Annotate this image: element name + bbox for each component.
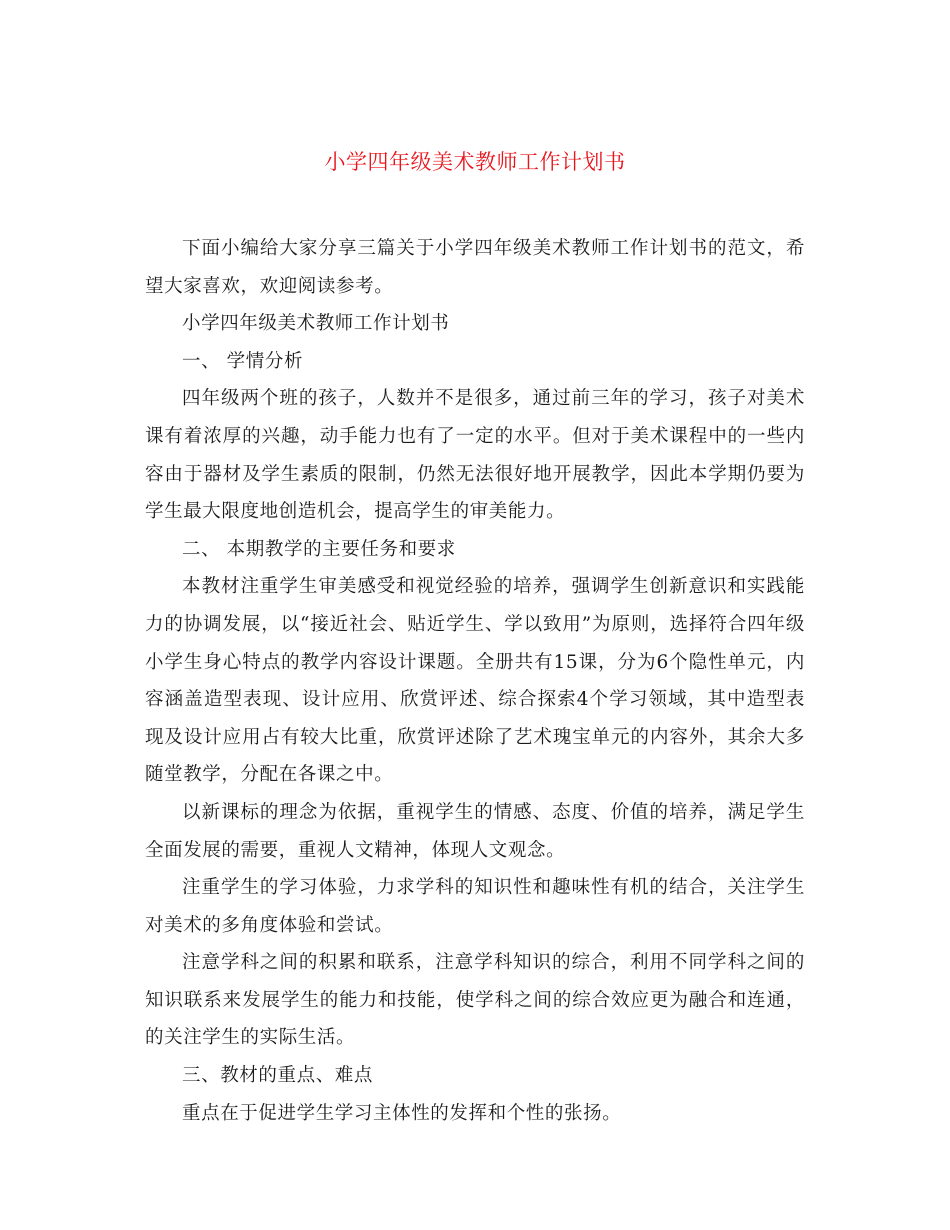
- section-heading-2: 二、 本期教学的主要任务和要求: [182, 538, 456, 560]
- paragraph-learning-experience: 注重学生的学习体验，力求学科的知识性和趣味性有机的结合，关注学生对美术的多角度体验和尝试。: [145, 877, 805, 936]
- section-heading-3: 三、教材的重点、难点: [182, 1065, 374, 1087]
- document-title: 小学四年级美术教师工作计划书: [324, 150, 626, 174]
- section-heading-plan: 小学四年级美术教师工作计划书: [182, 313, 450, 335]
- paragraph-interdisciplinary: 注意学科之间的积累和联系，注意学科知识的综合，利用不同学科之间的知识联系来发展学生的能力和技能，使学科之间的综合效应更为融合和连通，的关注学生的实际生活。: [145, 952, 805, 1049]
- paragraph-student-analysis: 四年级两个班的孩子，人数并不是很多，通过前三年的学习，孩子对美术课有着浓厚的兴趣，动手能力也有了一定的水平。但对于美术课程中的一些内容由于器材及学生素质的限制，仍然无法很好地开展教学，因此本学期仍要为学生最大限度地创造机会，提高学生的审美能力。: [145, 388, 805, 523]
- paragraph-curriculum-standard: 以新课标的理念为依据，重视学生的情感、态度、价值的培养，满足学生全面发展的需要，重视人文精神，体现人文观念。: [145, 801, 805, 861]
- paragraph-key-points: 重点在于促进学生学习主体性的发挥和个性的张扬。: [182, 1102, 622, 1124]
- paragraph-textbook: 本教材注重学生审美感受和视觉经验的培养，强调学生创新意识和实践能力的协调发展，以“接近社会、贴近学生、学以致用”为原则，选择符合四年级小学生身心特点的教学内容设计课题。全册共有15课，分为6个隐性单元，内容涵盖造型表现、设计应用、欣赏评述、综合探索4个学习领域，其中造型表现及设计应用占有较大比重，欣赏评述除了艺术瑰宝单元的内容外，其余大多随堂教学，分配在各课之中。: [145, 576, 805, 786]
- paragraph-intro: 下面小编给大家分享三篇关于小学四年级美术教师工作计划书的范文，希望大家喜欢，欢迎阅读参考。: [145, 238, 805, 297]
- section-heading-1: 一、 学情分析: [182, 350, 304, 372]
- document-body: [145, 230, 805, 1132]
